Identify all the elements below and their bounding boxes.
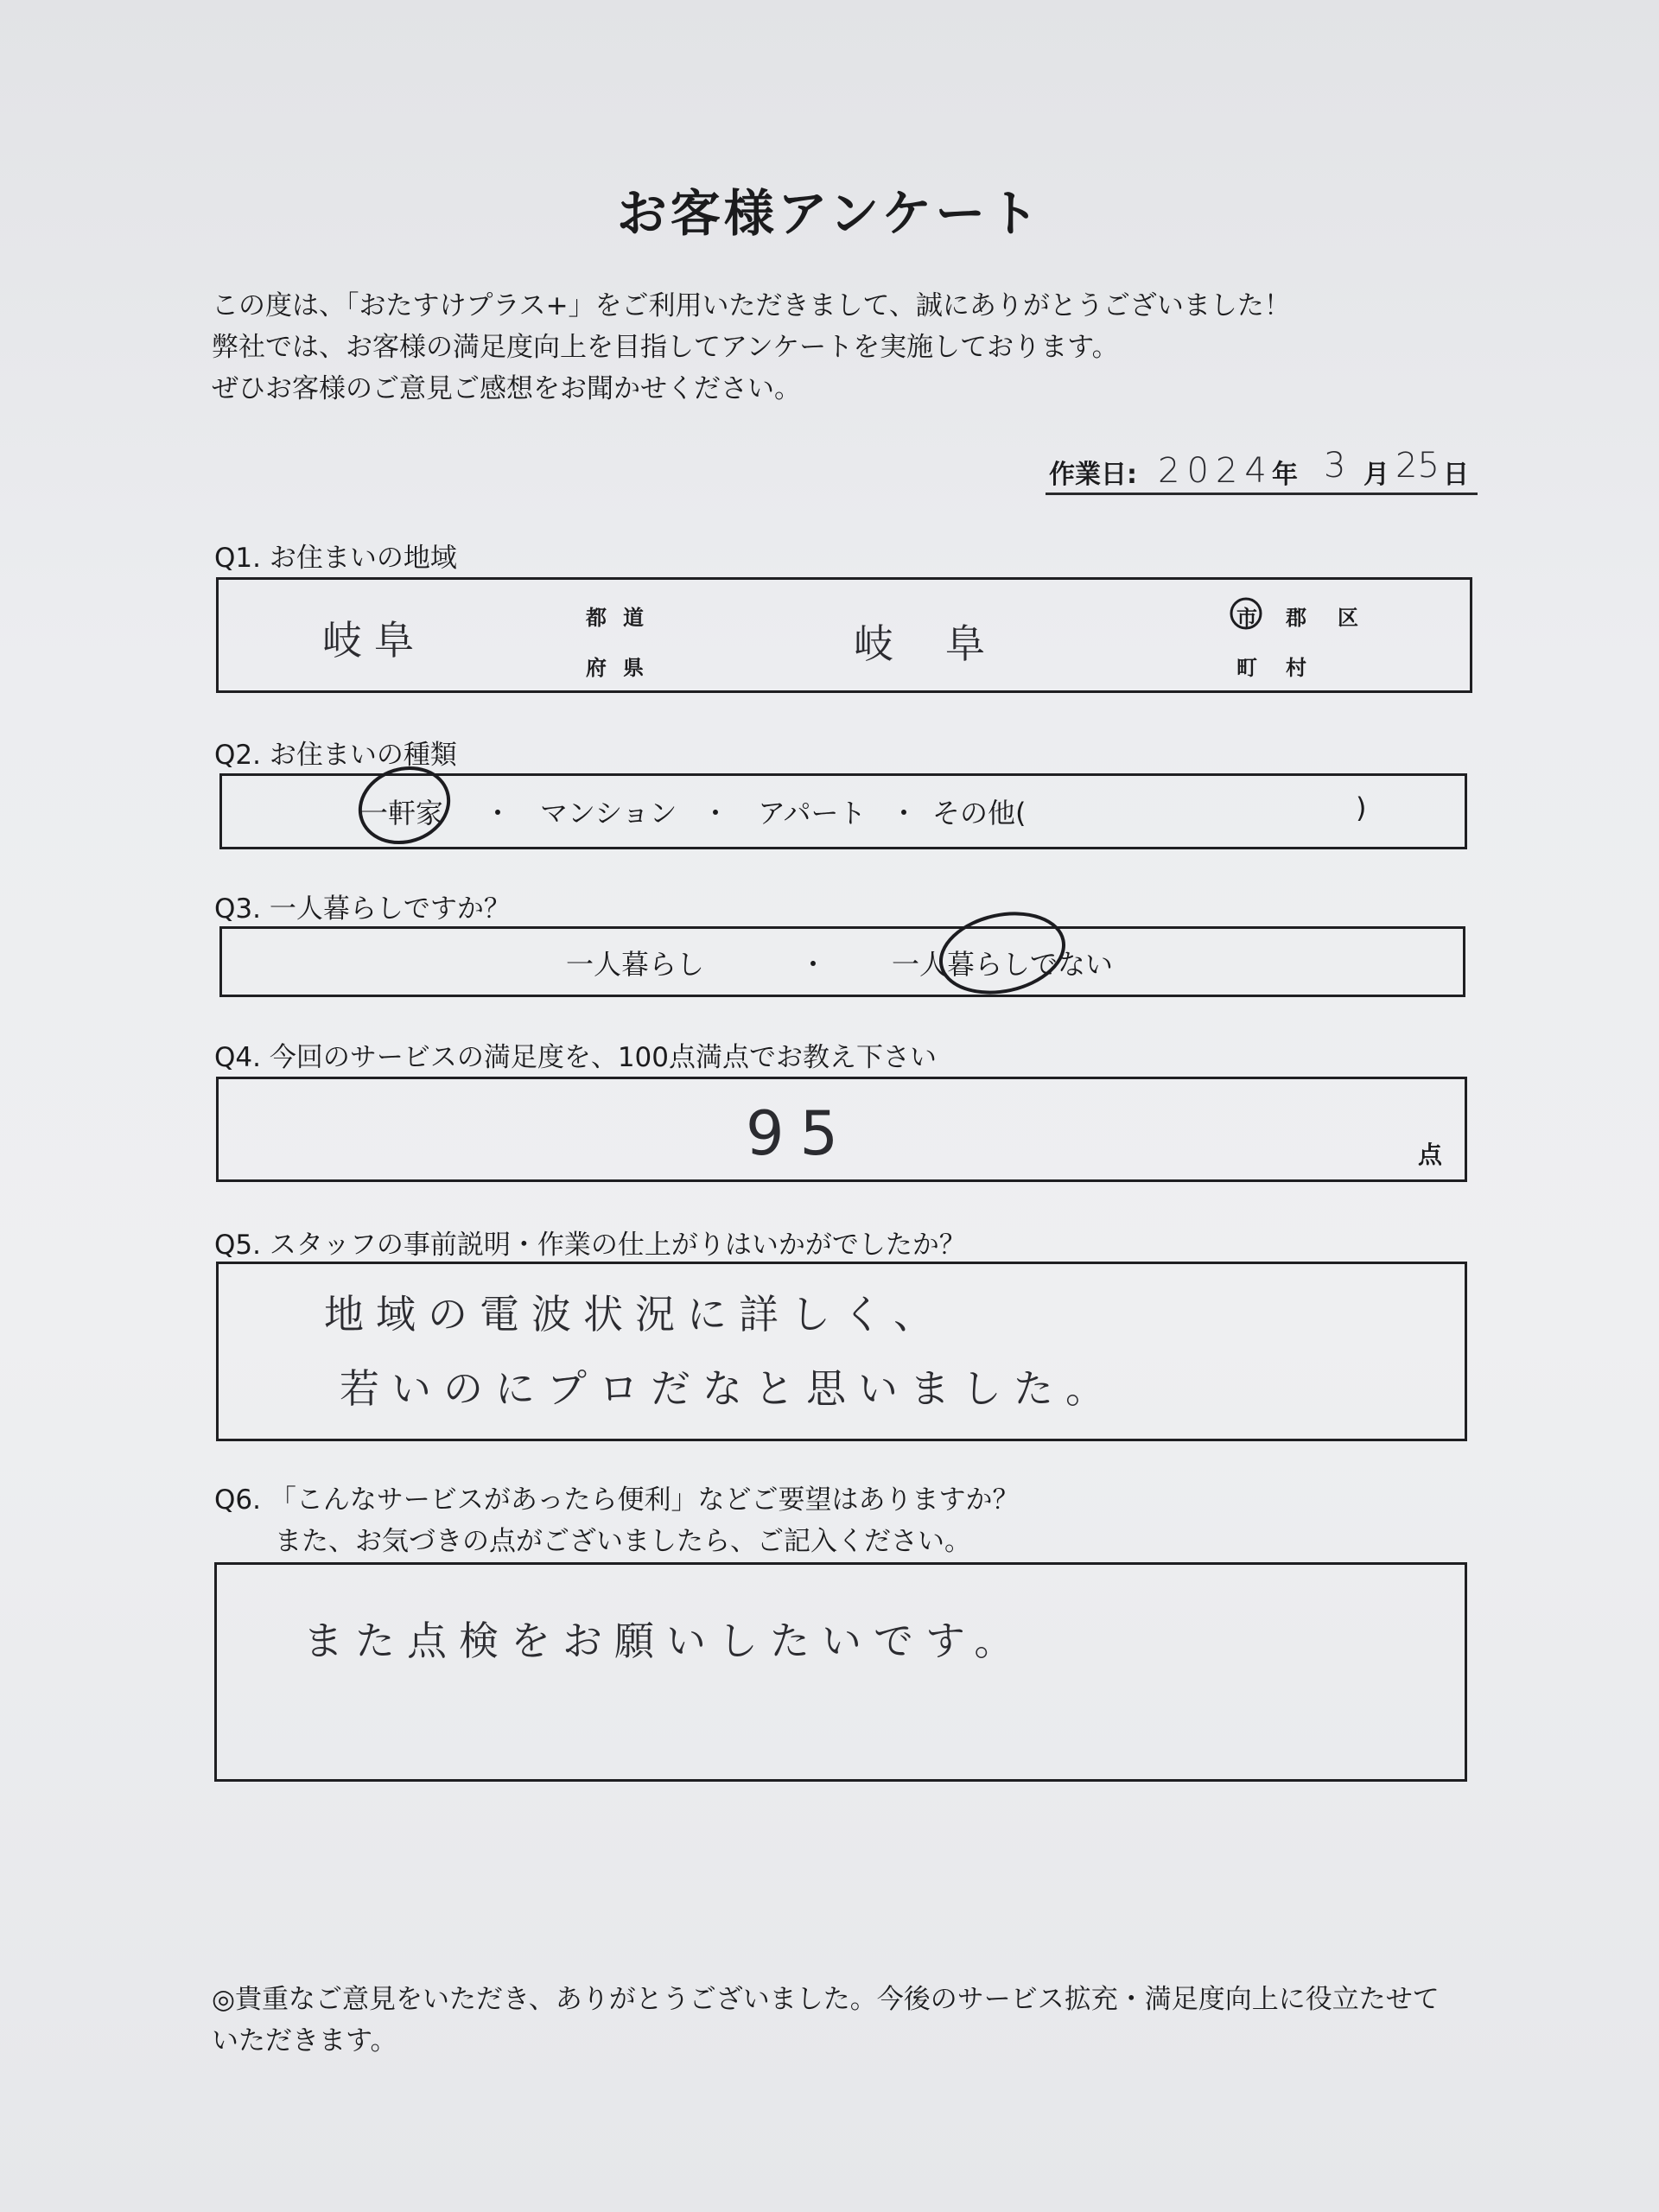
q5-answer-line: 地域の電波状況に詳しく、 xyxy=(324,1291,946,1338)
separator: ・ xyxy=(799,948,828,981)
pref-unit-fu: 府 xyxy=(586,656,607,680)
city-unit-shi: 市 xyxy=(1236,606,1257,630)
q2-label: Q2. お住まいの種類 xyxy=(214,740,457,771)
city-answer: 岐阜 xyxy=(854,620,1037,667)
option-not-living-alone[interactable]: 一人暮らしでない xyxy=(892,948,1114,981)
q6-label-sub: また、お気づきの点がございましたら、ご記入ください。 xyxy=(275,1526,971,1557)
separator: ・ xyxy=(702,797,730,830)
q4-label: Q4. 今回のサービスの満足度を、100点満点でお教え下さい xyxy=(214,1042,937,1073)
page-title: お客様アンケート xyxy=(616,184,1043,243)
q3-label: Q3. 一人暮らしですか？ xyxy=(214,893,511,925)
q5-answer-box[interactable] xyxy=(216,1262,1467,1441)
city-unit-gun: 郡 xyxy=(1286,606,1306,630)
date-month: 3 xyxy=(1324,446,1346,486)
year-unit: 年 xyxy=(1272,460,1298,490)
q4-answer-box[interactable] xyxy=(216,1077,1467,1182)
q6-answer: また点検をお願いしたいです。 xyxy=(303,1618,1027,1664)
work-date xyxy=(1046,446,1478,495)
pref-unit-to: 都 xyxy=(586,606,607,630)
other-close-paren: ) xyxy=(1356,791,1367,824)
footer-note: ◎貴重なご意見をいただき、ありがとうございました。今後のサービス拡充・満足度向上に役立たせていただきます。 xyxy=(212,1984,1440,2056)
option-mansion[interactable]: マンション xyxy=(540,797,677,830)
separator: ・ xyxy=(484,797,512,830)
day-unit: 日 xyxy=(1443,460,1469,490)
q3-answer-box[interactable] xyxy=(219,926,1465,997)
q5-label: Q5. スタッフの事前説明・作業の仕上がりはいかがでしたか？ xyxy=(214,1230,966,1261)
intro-line: ぜひお客様のご意見ご感想をお聞かせください。 xyxy=(212,373,801,404)
date-label: 作業日: xyxy=(1049,460,1137,490)
date-year: 2024 xyxy=(1158,451,1274,491)
pref-unit-ken: 県 xyxy=(623,656,644,680)
city-unit-ku: 区 xyxy=(1338,606,1358,630)
q2-answer-box[interactable] xyxy=(219,773,1467,849)
option-detached-house[interactable]: 一軒家 xyxy=(360,797,444,830)
intro-line: 弊社では、お客様の満足度向上を目指してアンケートを実施しております。 xyxy=(212,332,1119,363)
q6-answer-box[interactable] xyxy=(214,1562,1467,1782)
q6-label: Q6. 「こんなサービスがあったら便利」などご要望はありますか？ xyxy=(214,1484,1020,1516)
month-unit: 月 xyxy=(1363,460,1389,490)
city-unit-machi: 町 xyxy=(1236,656,1257,680)
pref-unit-do: 道 xyxy=(623,606,644,630)
score-unit: 点 xyxy=(1418,1141,1443,1169)
option-living-alone[interactable]: 一人暮らし xyxy=(566,948,705,981)
option-other[interactable]: その他( xyxy=(932,797,1027,830)
date-day: 25 xyxy=(1395,446,1440,486)
intro-text xyxy=(212,285,1291,410)
intro-line: この度は、「おたすけプラス+」をご利用いただきまして、誠にありがとうございました！ xyxy=(212,290,1291,321)
city-unit-mura: 村 xyxy=(1286,656,1306,680)
option-apartment[interactable]: アパート xyxy=(758,797,867,830)
q5-answer-line: 若いのにプロだなと思いました。 xyxy=(340,1365,1117,1412)
separator: ・ xyxy=(890,797,918,830)
q1-label: Q1. お住まいの地域 xyxy=(214,543,457,574)
prefecture-answer: 岐阜 xyxy=(322,617,426,664)
satisfaction-score: 95 xyxy=(746,1098,855,1169)
q1-answer-box[interactable] xyxy=(216,577,1472,693)
